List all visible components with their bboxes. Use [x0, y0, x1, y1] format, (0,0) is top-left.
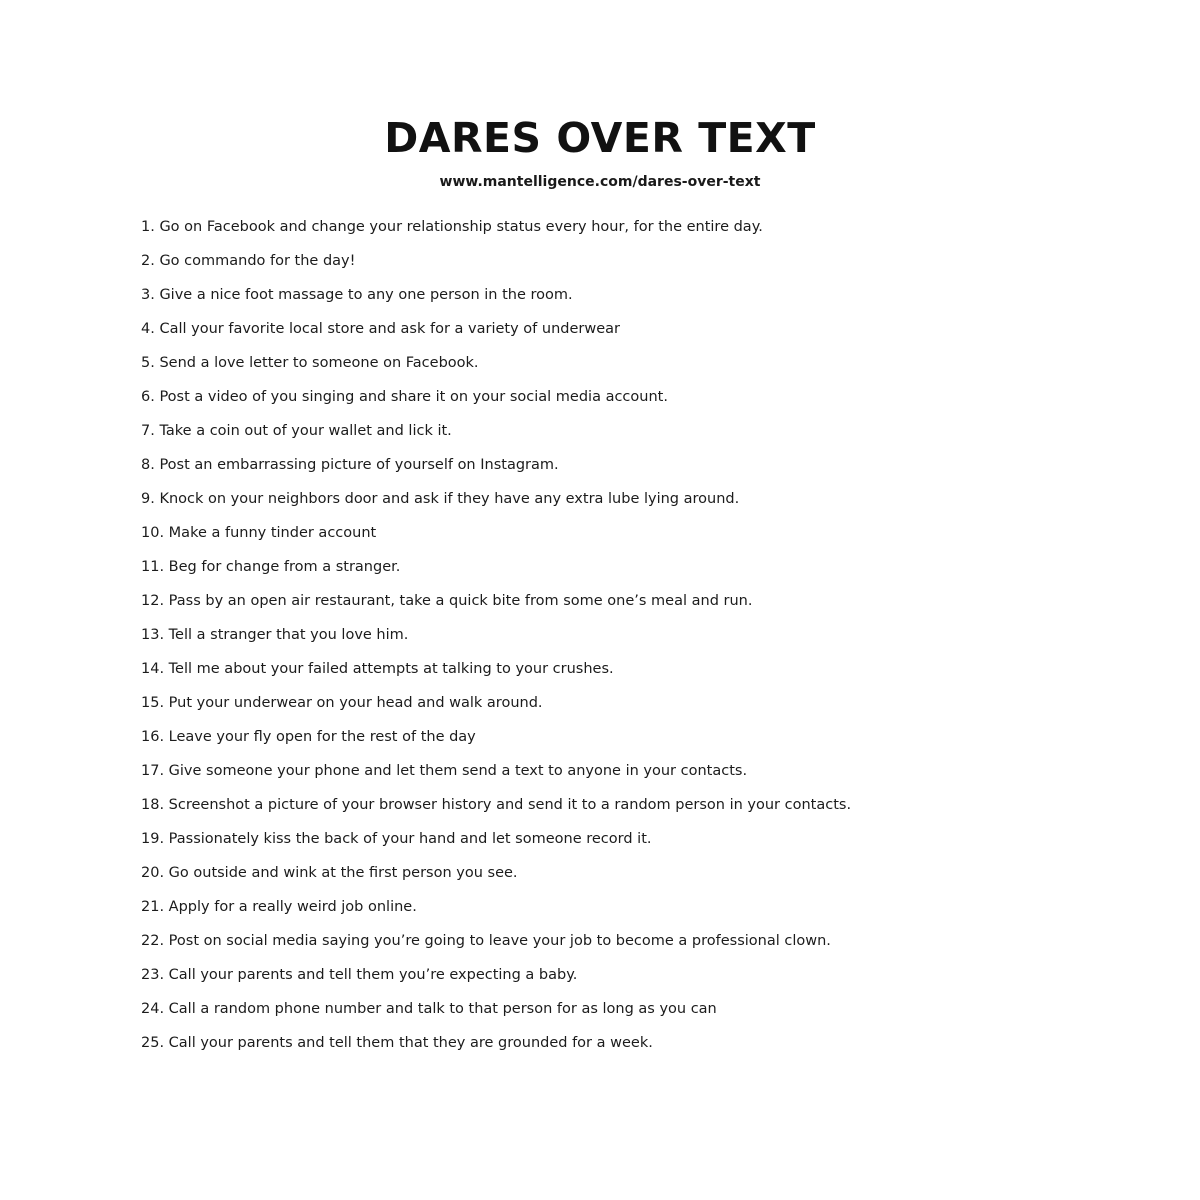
list-item: 12. Pass by an open air restaurant, take a quick bite from some one’s meal and run.: [141, 593, 753, 609]
list-item: 5. Send a love letter to someone on Facebook.: [141, 355, 479, 371]
list-item: 22. Post on social media saying you’re going to leave your job to become a professional clown.: [141, 933, 831, 949]
list-item: 3. Give a nice foot massage to any one person in the room.: [141, 287, 573, 303]
list-item: 17. Give someone your phone and let them send a text to anyone in your contacts.: [141, 763, 748, 779]
list-item: 20. Go outside and wink at the first person you see.: [141, 865, 518, 881]
list-item: 14. Tell me about your failed attempts at talking to your crushes.: [141, 661, 614, 677]
list-item: 6. Post a video of you singing and share it on your social media account.: [141, 389, 668, 405]
list-item: 19. Passionately kiss the back of your hand and let someone record it.: [141, 831, 652, 847]
list-item: 4. Call your favorite local store and ask for a variety of underwear: [141, 321, 620, 337]
list-item: 10. Make a funny tinder account: [141, 525, 377, 541]
list-item: 2. Go commando for the day!: [141, 253, 356, 269]
list-item: 15. Put your underwear on your head and walk around.: [141, 695, 543, 711]
list-item: 8. Post an embarrassing picture of yourself on Instagram.: [141, 457, 559, 473]
list-item: 25. Call your parents and tell them that they are grounded for a week.: [141, 1035, 653, 1051]
list-item: 11. Beg for change from a stranger.: [141, 559, 401, 575]
list-item: 18. Screenshot a picture of your browser history and send it to a random person in your contacts.: [141, 797, 852, 813]
dare-list: [141, 216, 1141, 1066]
list-item: 24. Call a random phone number and talk to that person for as long as you can: [141, 1001, 717, 1017]
list-item: 13. Tell a stranger that you love him.: [141, 627, 409, 643]
list-item: 1. Go on Facebook and change your relationship status every hour, for the entire day.: [141, 219, 763, 235]
document-title: DARES OVER TEXT: [384, 114, 816, 162]
source-url: www.mantelligence.com/dares-over-text: [439, 174, 761, 190]
list-item: 9. Knock on your neighbors door and ask if they have any extra lube lying around.: [141, 491, 740, 507]
list-item: 21. Apply for a really weird job online.: [141, 899, 417, 915]
list-item: 23. Call your parents and tell them you’re expecting a baby.: [141, 967, 578, 983]
list-item: 7. Take a coin out of your wallet and lick it.: [141, 423, 452, 439]
list-item: 16. Leave your fly open for the rest of the day: [141, 729, 476, 745]
